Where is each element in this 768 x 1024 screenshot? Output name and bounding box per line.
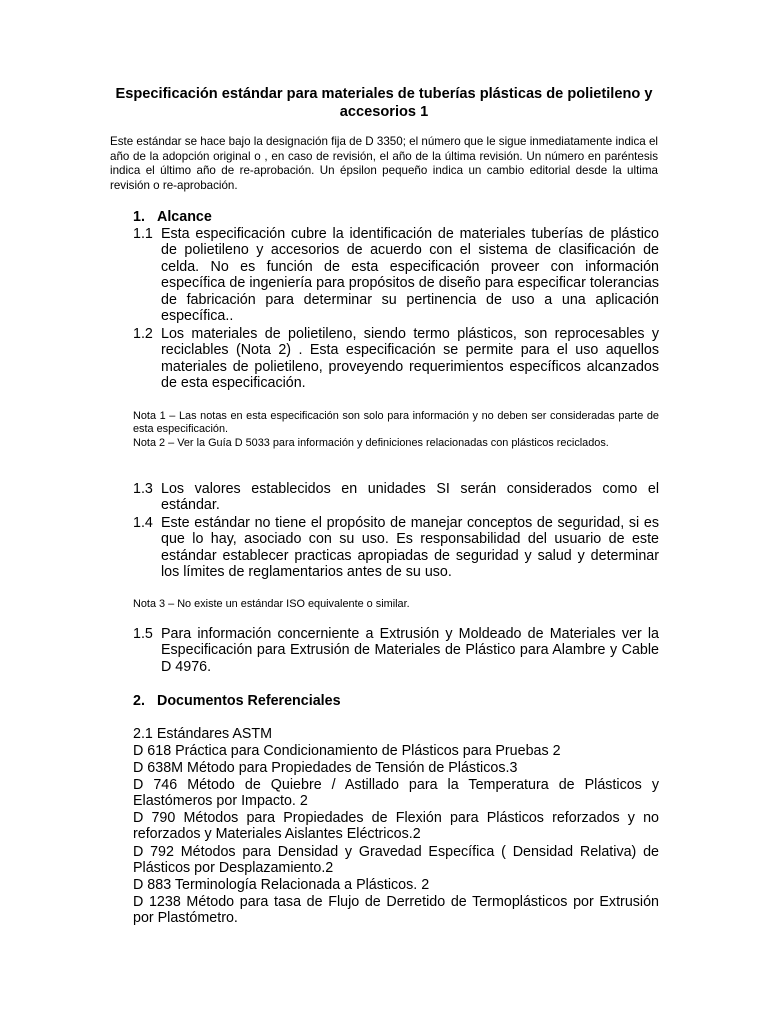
subsection-2-1-heading: 2.1 Estándares ASTM (133, 726, 273, 742)
clause-text: Este estándar no tiene el propósito de manejar conceptos de seguridad, si es que lo hay, asociado con su uso. Es responsabilidad del usuario de este estándar establecer practicas apropiadas de seguridad y salud y determinar los límites de reglamentarios antes de su uso. (161, 515, 659, 581)
clause-text: Los materiales de polietileno, siendo termo plásticos, son reprocesables y reciclables (Nota 2) . Esta especificación se permite para el uso aquellos materiales de polietileno, proveyendo requerimientos específicos alcanzados de esta especificación. (161, 326, 659, 392)
reference-item: D 790 Métodos para Propiedades de Flexión para Plásticos reforzados y no reforzados y Materiales Aislantes Eléctricos.2 (133, 810, 659, 843)
clause-1-3 (133, 481, 659, 514)
clause-1-2 (133, 326, 659, 392)
clause-number: 1.3 (133, 481, 153, 497)
clause-number: 1.1 (133, 226, 153, 242)
reference-item: D 638M Método para Propiedades de Tensión de Plásticos.3 (133, 760, 518, 776)
document-title: Especificación estándar para materiales de tuberías plásticas de polietileno y accesorios 1 (115, 86, 653, 120)
reference-item: D 883 Terminología Relacionada a Plásticos. 2 (133, 877, 430, 893)
clause-text: Para información concerniente a Extrusión y Moldeado de Materiales ver la Especificación para Extrusión de Materiales de Plástico para Alambre y Cable D 4976. (161, 626, 659, 675)
section-title: Alcance (157, 209, 212, 225)
note-3: Nota 3 – No existe un estándar ISO equivalente o similar. (133, 598, 410, 610)
clause-number: 1.5 (133, 626, 153, 642)
clause-1-4 (133, 515, 659, 581)
note-1: Nota 1 – Las notas en esta especificación son solo para información y no deben ser consideradas parte de esta especificación. (133, 410, 659, 436)
clause-text: Esta especificación cubre la identificación de materiales tuberías de plástico de polietileno y accesorios de acuerdo con el sistema de clasificación de celda. No es función de esta especificación proveer con información específica de ingeniería para propósitos de diseño para especificar tolerancias de fabricación para determinar su pertinencia de uso a una aplicación específica.. (161, 226, 659, 325)
section-1-heading (133, 209, 212, 226)
section-number: 1. (133, 209, 145, 225)
clause-text: Los valores establecidos en unidades SI serán considerados como el estándar. (161, 481, 659, 514)
section-number: 2. (133, 693, 145, 709)
clause-number: 1.2 (133, 326, 153, 342)
reference-item: D 1238 Método para tasa de Flujo de Derretido de Termoplásticos por Extrusión por Plastómetro. (133, 894, 659, 927)
intro-paragraph: Este estándar se hace bajo la designación fija de D 3350; el número que le sigue inmediatamente indica el año de la adopción original o , en caso de revisión, el año de la última revisión. Un número en paréntesis indica el último año de re-aprobación. Un épsilon pequeño indica un cambio editorial desde la ultima revisión o re-aprobación. (110, 135, 658, 192)
clause-number: 1.4 (133, 515, 153, 531)
note-2: Nota 2 – Ver la Guía D 5033 para información y definiciones relacionadas con plásticos reciclados. (133, 437, 609, 449)
section-2-heading (133, 693, 341, 710)
reference-item: D 746 Método de Quiebre / Astillado para la Temperatura de Plásticos y Elastómeros por Impacto. 2 (133, 777, 659, 810)
clause-1-1 (133, 226, 659, 324)
reference-item: D 618 Práctica para Condicionamiento de Plásticos para Pruebas 2 (133, 743, 561, 759)
reference-item: D 792 Métodos para Densidad y Gravedad Específica ( Densidad Relativa) de Plásticos por Desplazamiento.2 (133, 844, 659, 877)
clause-1-5 (133, 626, 659, 675)
section-title: Documentos Referenciales (157, 693, 341, 709)
